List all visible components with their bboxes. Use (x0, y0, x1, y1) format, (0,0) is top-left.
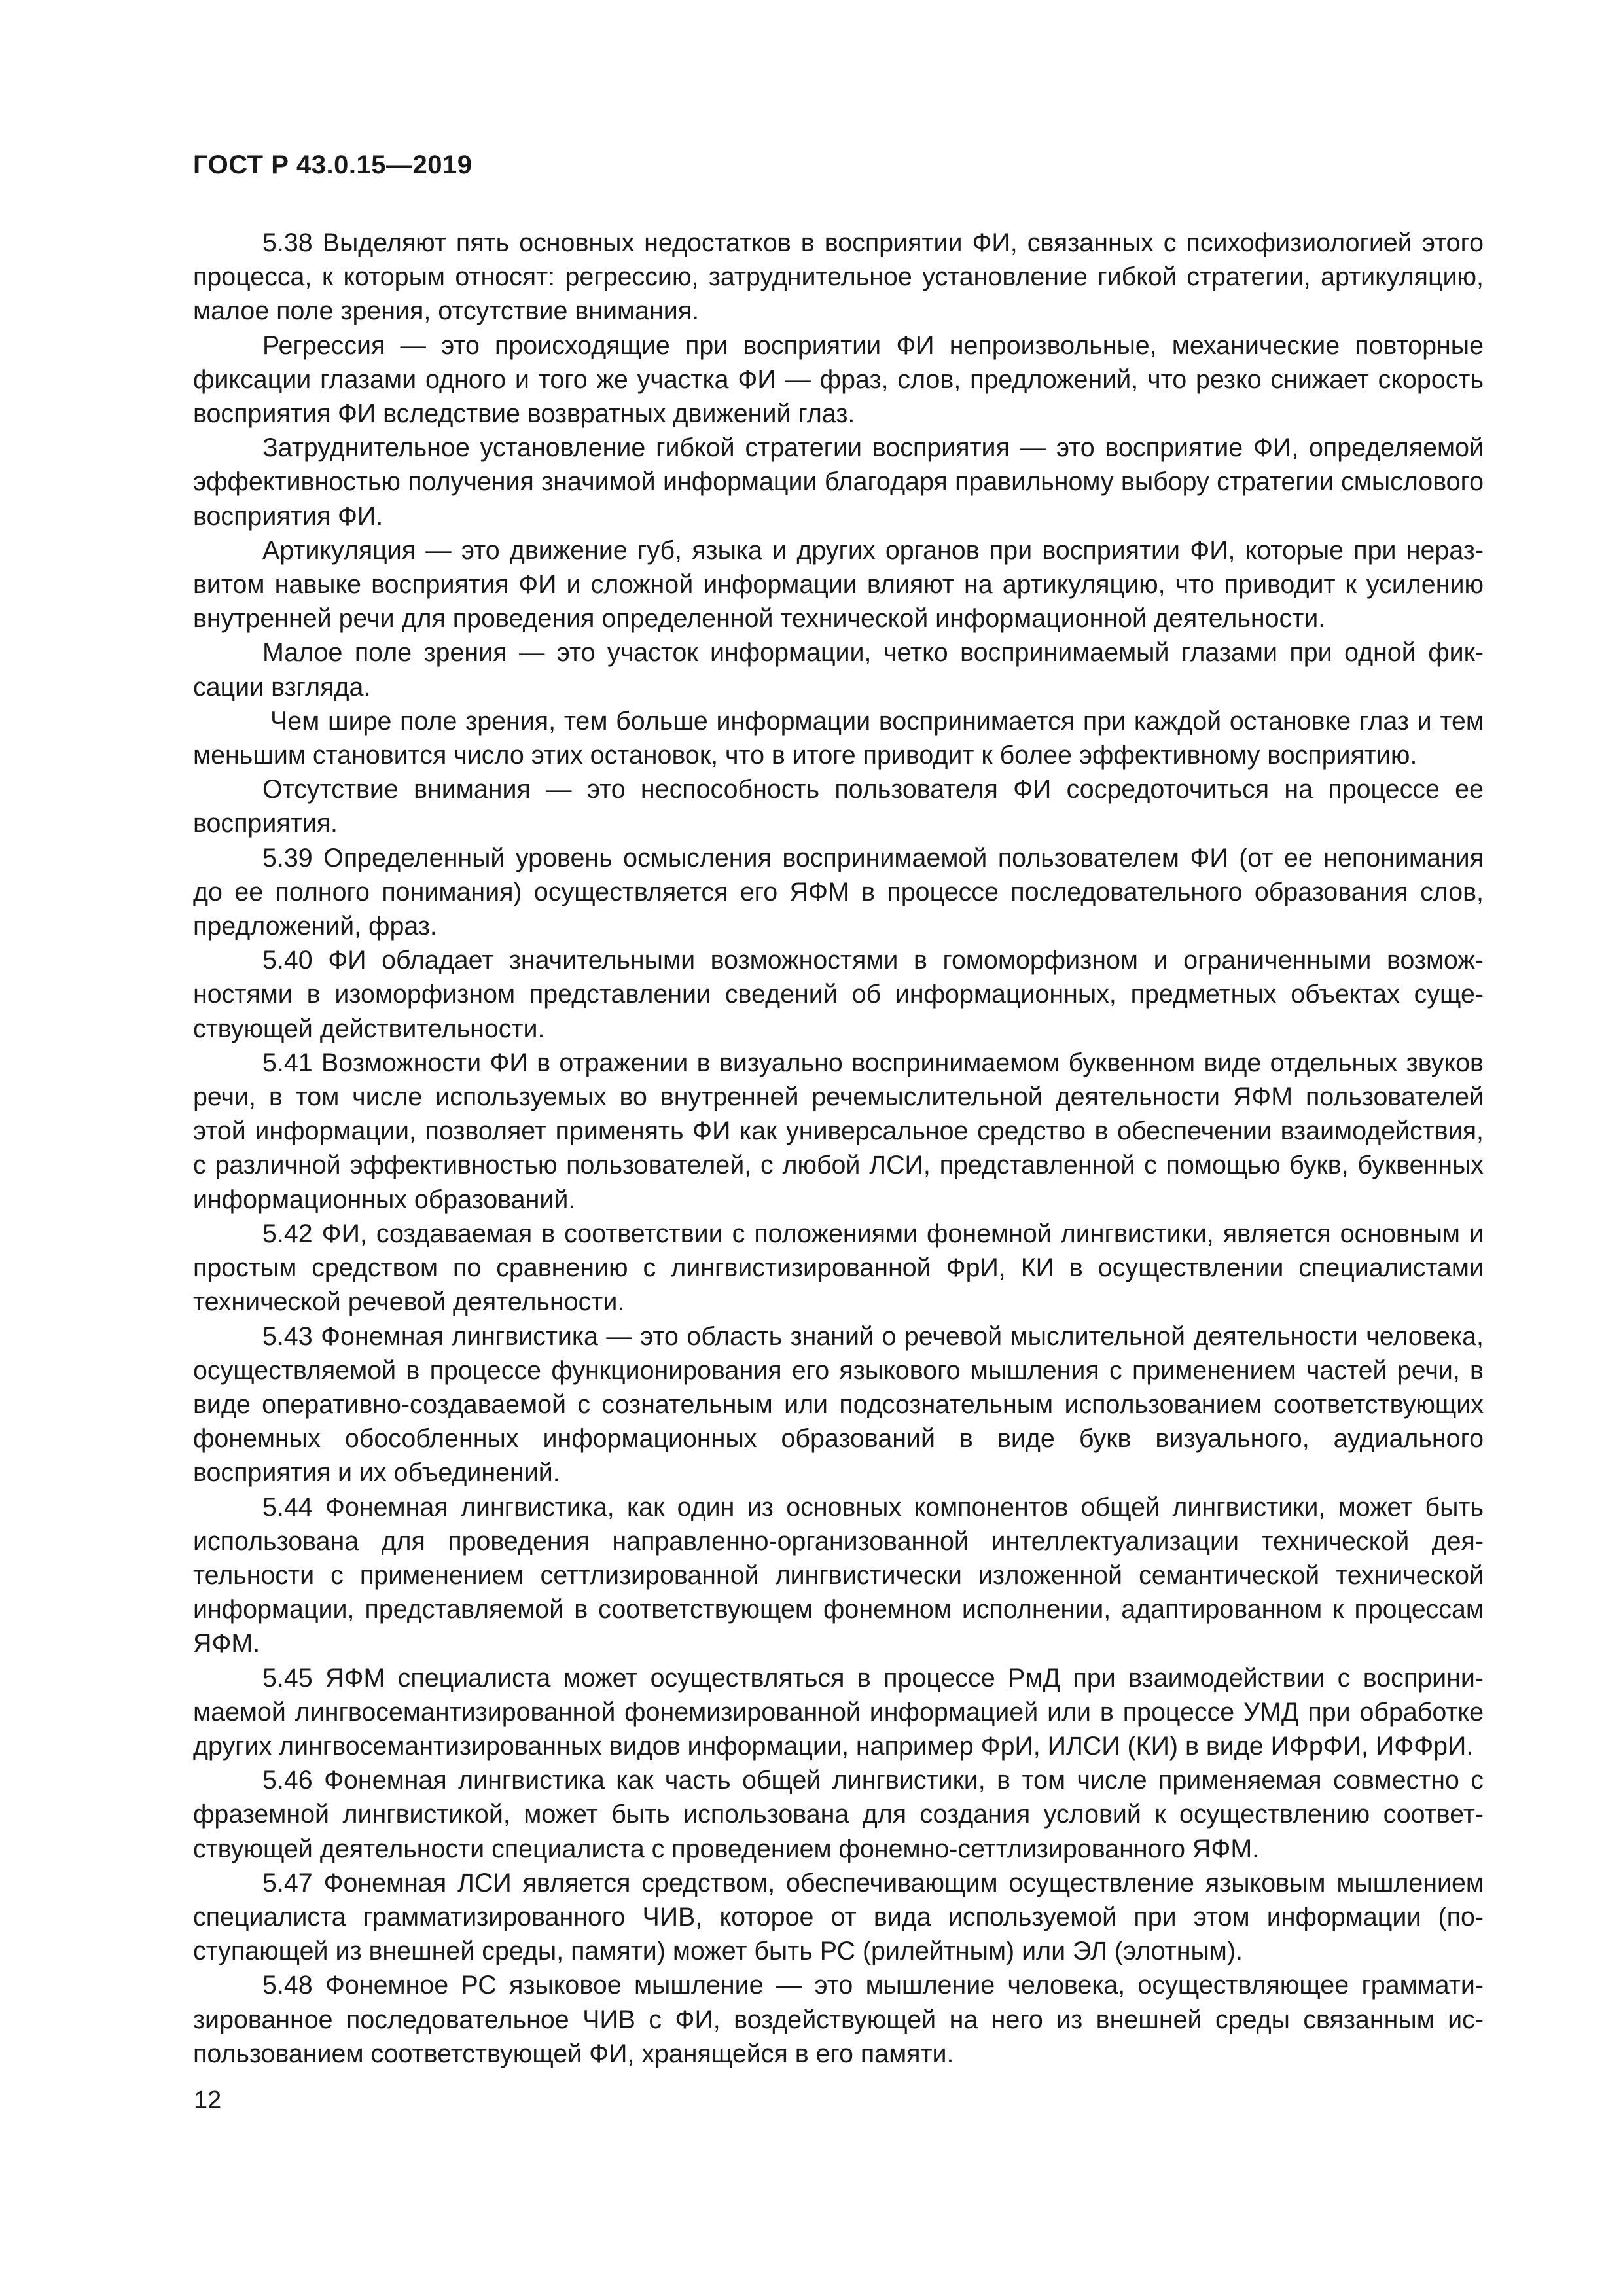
paragraph-5-44: 5.44 Фонемная лингвистика, как один из основных компонентов общей лингвистики, может быть использована для проведения направленно-организованной интеллектуализации технической деятельности с применением сеттлизированной лингвистически изложенной семантической технической информации, представляемой в соответствующем фонемном исполнении, адаптированном к процессам ЯФМ. (193, 1492, 1484, 1659)
paragraph-5-46: 5.46 Фонемная лингвистика как часть общей лингвистики, в том числе применяемая совместно с фраземной лингвистикой, может быть использована для создания условий к осуществлению соответствующей деятельности специалиста с проведением фонемно-сеттлизированного ЯФМ. (193, 1766, 1484, 1863)
paragraph-wider-field-of-view: Чем шире поле зрения, тем больше информации воспринимается при каждой остановке глаз и тем меньшим становится число этих остановок, что в итоге приводит к более эффективному восприятию. (193, 706, 1484, 770)
paragraph-5-45: 5.45 ЯФМ специалиста может осуществляться в процессе РмД при взаимодействии с воспринимаемой лингвосемантизированной фонемизированной информацией или в процессе УМД при обработке других лингвосемантизированных видов информации, например ФрИ, ИЛСИ (КИ) в виде ИФрФИ, ИФФрИ. (193, 1663, 1484, 1761)
paragraph-flexible-strategy: Затруднительное установление гибкой стратегии восприятия — это восприятие ФИ, определяемой эффективностью получения значимой информации благодаря правильному выбору стратегии смыслового восприятия ФИ. (193, 433, 1484, 531)
paragraph-5-39: 5.39 Определенный уровень осмысления воспринимаемой пользователем ФИ (от ее непонимания до ее полного понимания) осуществляется его ЯФМ в процессе последовательного образования слов, предложений, фраз. (193, 843, 1484, 941)
paragraph-5-43: 5.43 Фонемная лингвистика — это область знаний о речевой мыслительной деятельности человека, осуществляемой в процессе функционирования его языкового мышления с применением частей речи, в виде оперативно-создаваемой с сознательным или подсознательным использованием соответствующих фонемных обособленных информационных образований в виде букв визуального, аудиального восприятия и их объединений. (193, 1321, 1484, 1488)
paragraph-5-47: 5.47 Фонемная ЛСИ является средством, обеспечивающим осуществление языковым мышлением специалиста грамматизированного ЧИВ, которое от вида используемой при этом информации (поступающей из внешней среды, памяти) может быть РС (рилейтным) или ЭЛ (элотным). (193, 1868, 1484, 1966)
paragraph-5-40: 5.40 ФИ обладает значительными возможностями в гомоморфизном и ограниченными возможностями в изоморфизном представлении сведений об информационных, предметных объектах существующей действительности. (193, 946, 1484, 1043)
document-body (193, 226, 1484, 2071)
paragraph-5-48: 5.48 Фонемное РС языковое мышление — это мышление человека, осуществляющее грамматизированное последовательное ЧИВ с ФИ, воздействующей на него из внешней среды связанным использованием соответствующей ФИ, хранящейся в его памяти. (193, 1971, 1484, 2068)
paragraph-regression: Регрессия — это происходящие при восприятии ФИ непроизвольные, механические повторные фиксации глазами одного и того же участка ФИ — фраз, слов, предложений, что резко снижает скорость восприятия ФИ вследствие возвратных движений глаз. (193, 331, 1484, 429)
document-header-title: ГОСТ Р 43.0.15—2019 (193, 151, 473, 179)
paragraph-small-field-of-view: Малое поле зрения — это участок информации, четко воспринимаемый глазами при одной фиксации взгляда. (193, 638, 1484, 702)
paragraph-lack-of-attention: Отсутствие внимания — это неспособность пользователя ФИ сосредоточиться на процессе ее восприятия. (193, 775, 1484, 838)
page-number: 12 (194, 2087, 222, 2114)
paragraph-5-38: 5.38 Выделяют пять основных недостатков в восприятии ФИ, связанных с психофизиологией этого процесса, к которым относят: регрессию, затруднительное установление гибкой стратегии, артикуляцию, малое поле зрения, отсутствие внимания. (193, 228, 1484, 326)
paragraph-articulation: Артикуляция — это движение губ, языка и других органов при восприятии ФИ, которые при неразвитом навыке восприятия ФИ и сложной информации влияют на артикуляцию, что приводит к усилению внутренней речи для проведения определенной технической информационной деятельности. (193, 535, 1484, 634)
paragraph-5-42: 5.42 ФИ, создаваемая в соответствии с положениями фонемной лингвистики, является основным и простым средством по сравнению с лингвистизированной ФрИ, КИ в осуществлении специалистами технической речевой деятельности. (193, 1219, 1484, 1317)
paragraph-5-41: 5.41 Возможности ФИ в отражении в визуально воспринимаемом буквенном виде отдельных звуков речи, в том числе используемых во внутренней речемыслительной деятельности ЯФМ пользователей этой информации, позволяет применять ФИ как универсальное средство в обеспечении взаимодействия, с различной эффективностью пользователей, с любой ЛСИ, представленной с помощью букв, буквенных информационных образований. (193, 1048, 1484, 1214)
